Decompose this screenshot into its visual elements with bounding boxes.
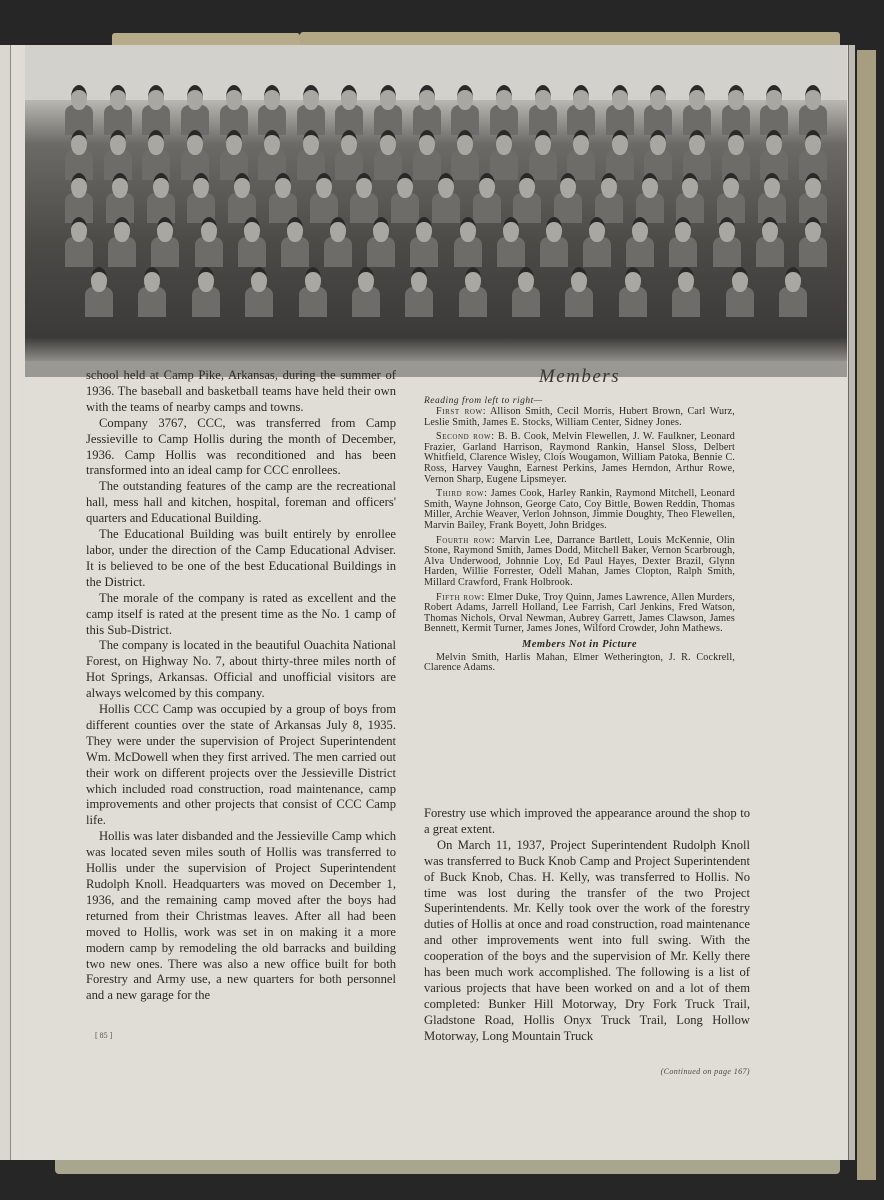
photo-person [147, 173, 175, 223]
photo-person [413, 85, 441, 135]
member-row [424, 536, 735, 589]
photo-person [644, 85, 672, 135]
photo-person [490, 85, 518, 135]
photo-person [451, 85, 479, 135]
photo-person-head [519, 173, 535, 198]
photo-person [473, 173, 501, 223]
photo-person [299, 267, 327, 317]
photo-person [619, 267, 647, 317]
photo-person-head [153, 173, 169, 198]
photo-person [760, 85, 788, 135]
row-names: Marvin Lee, Darrance Bartlett, Louis McKennie, Olin Stone, Raymond Smith, James Dodd, Mitchell Baker, Vernon Scarbrough, Alva Underwood, Johnnie Loy, Ed Paul Hayes, Dexter Brazil, Glynn Harden, Willie Forrester, Odell Mahan, James Clopton, Ralph Smith, Millard Crawford, Frank Holbrook. [424, 534, 735, 588]
page-number: [ 85 ] [95, 1031, 113, 1040]
photo-person-head [682, 173, 698, 198]
paragraph: The Educational Building was built entirely by enrollee labor, under the direction of the Camp Educational Adviser. It is believed to be one of the best Educational Buildings in the District. [86, 527, 396, 589]
photo-person-head [632, 217, 648, 242]
row-label: Fourth row: [436, 534, 496, 546]
photo-person-head [251, 267, 267, 292]
photo-person [513, 173, 541, 223]
photo-person [192, 267, 220, 317]
row-names: Allison Smith, Cecil Morris, Hubert Brown, Carl Wurz, Leslie Smith, James E. Stocks, William Center, Sidney Jones. [424, 406, 735, 428]
photo-person-head [71, 85, 87, 110]
photo-person-head [766, 85, 782, 110]
photo-person-head [612, 85, 628, 110]
binding-tape-right [857, 50, 876, 1180]
member-row [424, 593, 735, 635]
photo-person-head [678, 267, 694, 292]
row-names: James Cook, Harley Rankin, Raymond Mitchell, Leonard Smith, Wayne Johnson, George Cato, Coy Bittle, Bowen Reddin, Thomas Miller, Archie Weaver, Verlon Johnson, Jimmie Doughty, Theo Flewellen, Marvin Bailey, Frank Boyett, John Bridges. [424, 488, 735, 531]
photo-person-head [193, 173, 209, 198]
left-text-column [86, 368, 396, 1004]
member-row [424, 432, 735, 485]
paragraph: The company is located in the beautiful Ouachita National Forest, on Highway No. 7, about thirty-three miles north of Hot Springs, Arkansas. Official and unofficial visitors are always welcomed by this company. [86, 638, 396, 701]
photo-person [756, 217, 784, 267]
photo-person-head [805, 217, 821, 242]
photo-person [722, 85, 750, 135]
row-label: Third row: [436, 488, 488, 500]
photo-person-head [762, 217, 778, 242]
photo-person [683, 85, 711, 135]
member-row [424, 489, 735, 531]
photo-person-head [71, 217, 87, 242]
photo-person-head [571, 267, 587, 292]
photo-person [391, 173, 419, 223]
photo-person [65, 85, 93, 135]
photo-person [350, 173, 378, 223]
photo-person-head [287, 217, 303, 242]
row-names: B. B. Cook, Melvin Flewellen, J. W. Faulkner, Leonard Frazier, Garland Harrison, Raymond Rankin, Hansel Sloss, Delbert Whitfield, Clarence Wisley, Clois Wougamon, William Patoka, Bennie C. Ross, Harvey Vaughn, Earnest Perkins, James Herndon, Arthur Rowe, Vernon Sharp, Eugene Lipsmeyer. [424, 431, 735, 485]
paragraph: Hollis CCC Camp was occupied by a group of boys from different counties over the state of Arkansas July 8, 1935. They were under the supervision of Project Superintendent Wm. McDowell when they first arrived. The men carried out their work on different projects over the Jessieville District which included road construction, road maintenance, camp improvements and other projects that consist of CCC Camp life. [86, 702, 396, 828]
binding-tape-bottom [55, 1160, 840, 1174]
photo-person [108, 217, 136, 267]
photo-person-head [201, 217, 217, 242]
photo-person [352, 267, 380, 317]
photo-person-head [535, 85, 551, 110]
photo-person-head [244, 217, 260, 242]
photo-person-head [496, 85, 512, 110]
photo-person-head [503, 217, 519, 242]
photo-person-head [198, 267, 214, 292]
photo-person-head [560, 173, 576, 198]
photo-person [454, 217, 482, 267]
facing-page-edge [0, 45, 10, 1160]
photo-person [142, 85, 170, 135]
photo-person [726, 267, 754, 317]
paragraph: Company 3767, CCC, was transferred from Camp Jessieville to Camp Hollis during the month of December, 1936. Camp Hollis was reconditioned and has been transformed into an ideal camp for CCC enrollees. [86, 415, 396, 478]
photo-person-head [330, 217, 346, 242]
photo-person-head [356, 173, 372, 198]
photo-person [106, 173, 134, 223]
photo-person-head [479, 173, 495, 198]
photo-person [245, 267, 273, 317]
row-label: Fifth row: [436, 591, 485, 603]
photo-person [799, 217, 827, 267]
not-in-picture-list: Melvin Smith, Harlis Mahan, Elmer Wetherington, J. R. Cockrell, Clarence Adams. [424, 651, 735, 674]
photo-person-head [380, 130, 396, 155]
photo-person [281, 217, 309, 267]
paragraph: school held at Camp Pike, Arkansas, during the summer of 1936. The baseball and basketball teams have held their own with the teams of nearby camps and towns. [86, 368, 396, 414]
photo-person-head [226, 85, 242, 110]
group-photo [25, 45, 847, 377]
photo-person-head [226, 130, 242, 155]
photo-person-head [397, 173, 413, 198]
photo-person [310, 173, 338, 223]
photo-person [181, 85, 209, 135]
photo-person-head [642, 173, 658, 198]
continued-note: (Continued on page 167) [660, 1067, 750, 1076]
photo-person [220, 85, 248, 135]
photo-person-head [419, 130, 435, 155]
photo-person-head [764, 173, 780, 198]
photo-row-3 [65, 173, 827, 223]
photo-person-head [419, 85, 435, 110]
reading-note: Reading from left to right— [424, 396, 543, 406]
row-label: First row: [436, 406, 487, 417]
photo-person-head [728, 130, 744, 155]
row-names: Elmer Duke, Troy Quinn, James Lawrence, Allen Murders, Robert Adams, Jarrell Holland, Lee Farrish, Carl Jenkins, Fred Watson, Thomas Nichols, Orval Newman, Aubrey Garrett, James Clawson, James Bennett, Kermit Turner, James Jones, Wilford Crowder, John Mathews. [424, 591, 735, 635]
photo-person-head [358, 267, 374, 292]
photo-person-head [518, 267, 534, 292]
photo-person-head [805, 85, 821, 110]
paragraph: Forestry use which improved the appearance around the shop to a great extent. [424, 806, 750, 836]
photo-person-head [719, 217, 735, 242]
photo-person [529, 85, 557, 135]
photo-person-head [305, 267, 321, 292]
photo-person [713, 217, 741, 267]
photo-row-back [65, 85, 827, 135]
photo-person [583, 217, 611, 267]
photo-person [799, 173, 827, 223]
photo-person-head [650, 130, 666, 155]
photo-person-head [689, 130, 705, 155]
photo-person [595, 173, 623, 223]
photo-person-head [650, 85, 666, 110]
photo-person [65, 173, 93, 223]
photo-person-head [573, 130, 589, 155]
photo-person-head [546, 217, 562, 242]
photo-person [512, 267, 540, 317]
photo-person-head [114, 217, 130, 242]
photo-person-head [805, 173, 821, 198]
photo-person-head [341, 85, 357, 110]
photo-person-head [303, 130, 319, 155]
photo-person [65, 217, 93, 267]
photo-person-head [144, 267, 160, 292]
photo-person [405, 267, 433, 317]
photo-person-head [416, 217, 432, 242]
photo-person [540, 217, 568, 267]
photo-person-head [110, 85, 126, 110]
photo-person-head [457, 130, 473, 155]
not-in-picture-heading: Members Not in Picture [521, 638, 638, 650]
photo-person-head [148, 85, 164, 110]
photo-person-head [573, 85, 589, 110]
photo-person [606, 85, 634, 135]
photo-person-head [341, 130, 357, 155]
photo-person-head [112, 173, 128, 198]
photo-row-2 [65, 217, 827, 267]
photo-person [104, 85, 132, 135]
photo-person-head [805, 130, 821, 155]
photo-person-head [275, 173, 291, 198]
photo-row-front [85, 267, 807, 317]
photo-person [459, 267, 487, 317]
photo-person-head [91, 267, 107, 292]
photo-person [187, 173, 215, 223]
row-label: Second row: [436, 431, 495, 443]
photo-person-head [766, 130, 782, 155]
photo-person-head [732, 267, 748, 292]
photo-person [669, 217, 697, 267]
photo-person [636, 173, 664, 223]
photo-person [85, 267, 113, 317]
photo-person-head [264, 85, 280, 110]
photo-person [758, 173, 786, 223]
paragraph: The morale of the company is rated as excellent and the camp itself is rated at the present time as the No. 1 camp of this Sub-District. [86, 590, 396, 637]
photo-person [565, 267, 593, 317]
paragraph: On March 11, 1937, Project Superintendent Rudolph Knoll was transferred to Buck Knob Camp and Project Superintendent of Buck Knob, Chas. H. Kelly, was transferred to Hollis. No time was lost during the transfer of the two Project Superintendents. Mr. Kelly took over the work of the forestry duties of Hollis at once and road construction, road maintenance and other improvements went into full swing. With the cooperation of the boys and the supervision of Mr. Kelly there has been much work accomplished. The following is a list of various projects that have been worked on and a lot of them completed: Bunker Hill Motorway, Dry Fork Truck Trail, Gladstone Road, Hollis Onyx Truck Trail, Long Hollow Motorway, Long Mountain Truck [424, 837, 750, 1043]
photo-person-head [465, 267, 481, 292]
photo-person-head [187, 130, 203, 155]
photo-person [432, 173, 460, 223]
photo-person-head [675, 217, 691, 242]
photo-person [238, 217, 266, 267]
photo-person-head [110, 130, 126, 155]
photo-person [717, 173, 745, 223]
photo-person-head [612, 130, 628, 155]
photo-person-head [373, 217, 389, 242]
photo-person-head [71, 130, 87, 155]
members-heading: Members [538, 366, 621, 387]
photo-person [324, 217, 352, 267]
photo-person [195, 217, 223, 267]
photo-person-head [264, 130, 280, 155]
photo-person [374, 85, 402, 135]
photo-person [138, 267, 166, 317]
photo-person [676, 173, 704, 223]
photo-person-head [535, 130, 551, 155]
photo-person [151, 217, 179, 267]
photo-person [626, 217, 654, 267]
photo-person-head [460, 217, 476, 242]
photo-person-head [234, 173, 250, 198]
paragraph: Hollis was later disbanded and the Jessieville Camp which was located seven miles south of Hollis was transferred to Hollis under the supervision of Project Superintendent Rudolph Knoll. Headquarters was moved on December 1, 1936, and the remaining camp moved after the boys had returned from their Christmas leaves. After all had been moved to Hollis, work was set in on making it a more modern camp by remodeling the old barracks and building two new ones. There was also a new office built for both Forestry and Army use, a new quarters for both personnel and a new garage for the [86, 829, 396, 1003]
photo-person-head [157, 217, 173, 242]
photo-person [779, 267, 807, 317]
members-section [424, 364, 735, 678]
photo-person [567, 85, 595, 135]
photo-person-head [601, 173, 617, 198]
photo-person-head [411, 267, 427, 292]
photo-person [367, 217, 395, 267]
photo-person [672, 267, 700, 317]
photo-person-head [457, 85, 473, 110]
photo-person [497, 217, 525, 267]
photo-person-head [728, 85, 744, 110]
photo-person [269, 173, 297, 223]
member-row [424, 407, 735, 428]
photo-person-head [148, 130, 164, 155]
photo-person [335, 85, 363, 135]
paragraph: The outstanding features of the camp are the recreational hall, mess hall and kitchen, hospital, foreman and officers' quarters and Educational Building. [86, 479, 396, 526]
photo-person [297, 85, 325, 135]
photo-person [799, 85, 827, 135]
photo-person-head [316, 173, 332, 198]
page-stack-edge [848, 45, 855, 1160]
photo-person-head [303, 85, 319, 110]
photo-person-head [438, 173, 454, 198]
photo-person-head [589, 217, 605, 242]
right-text-column [424, 806, 750, 1045]
photo-person-head [380, 85, 396, 110]
photo-person [410, 217, 438, 267]
photo-person-head [689, 85, 705, 110]
photo-person-head [71, 173, 87, 198]
photo-person-head [187, 85, 203, 110]
photo-person-head [496, 130, 512, 155]
photo-person [258, 85, 286, 135]
photo-person [228, 173, 256, 223]
photo-person-head [785, 267, 801, 292]
photo-person-head [723, 173, 739, 198]
photo-person [554, 173, 582, 223]
photo-person-head [625, 267, 641, 292]
